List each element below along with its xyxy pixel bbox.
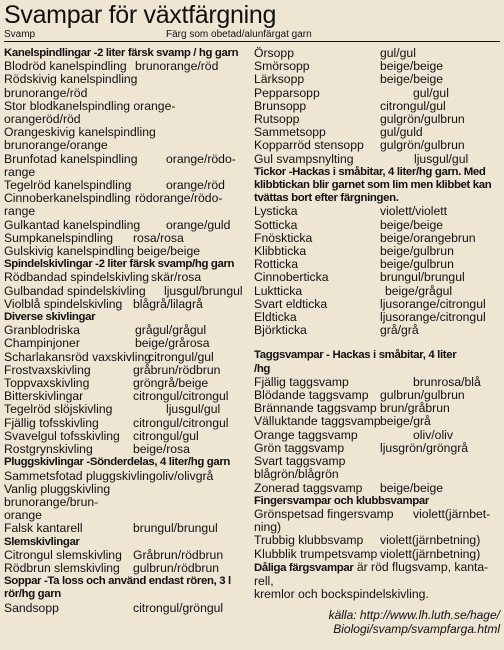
dye-color: citrongul/gul: [380, 98, 446, 113]
mushroom-name: brunorange/röd: [4, 85, 88, 100]
mushroom-name: Grönspetsad fingersvamp: [254, 506, 394, 521]
mushroom-name: Fnöskticka: [254, 230, 313, 245]
mushroom-name: Brunfotad kanelspindling: [4, 151, 138, 166]
section-heading: Soppar -Ta loss och använd endast rören, 3 l: [4, 575, 231, 588]
mushroom-row: [4, 562, 248, 575]
dye-color: skär/rosa: [151, 270, 202, 285]
mushroom-name: Gulkantad kanelspindling: [4, 217, 141, 232]
mushroom-row: [254, 73, 500, 86]
mushroom-name: Frostvaxskivling: [4, 362, 91, 377]
mushroom-name: Rödbandad spindelskivling: [4, 270, 149, 285]
right-rows: [254, 47, 500, 561]
mushroom-name: Gul svampsnylting: [254, 151, 354, 166]
mushroom-name: Blödande taggsvamp: [254, 388, 369, 403]
dye-color: ljusgul/gul: [414, 151, 469, 166]
section-heading: rör/hg garn: [4, 588, 61, 601]
mushroom-row: [254, 219, 500, 232]
note-bold: Dåliga färgsvampar: [254, 561, 354, 574]
mushroom-name: Svart eldticka: [254, 296, 328, 311]
mushroom-row: [254, 508, 500, 521]
note-line-2: rell,: [254, 573, 274, 588]
dye-color: violett(järnbetning): [380, 533, 481, 548]
dye-color: beige/orangebrun: [380, 230, 476, 245]
column-header: [4, 29, 500, 42]
mushroom-name: Orange taggsvamp: [254, 427, 358, 442]
mushroom-row: [254, 285, 500, 298]
dye-color: ljusgul/gul: [166, 402, 221, 417]
section-heading: Spindelskivlingar -2 liter färsk svamp/hg garn: [4, 258, 235, 271]
mushroom-row: [4, 298, 248, 311]
dye-color: citrongul/gul: [133, 428, 199, 443]
note-line-1: är röd flugsvamp, kanta-: [353, 559, 489, 574]
dye-color: gul/guld: [380, 125, 423, 140]
dye-color: brungul/brungul: [380, 270, 465, 285]
mushroom-name: Svart taggsvamp: [254, 454, 346, 469]
dye-color: gröngrå/beige: [133, 376, 209, 391]
dye-color: citrongul/citrongul: [133, 389, 229, 404]
mushroom-name: Stor blodkanelspindling orange-: [4, 98, 176, 113]
mushroom-name: orange: [4, 508, 42, 523]
mushroom-name: Klubblik trumpetsvamp: [254, 546, 378, 561]
mushroom-name: Sandsopp: [4, 600, 59, 615]
section-heading: Kanelspindlingar -2 liter färsk svamp / hg garn: [4, 47, 239, 59]
mushroom-name: Sotticka: [254, 217, 298, 232]
section-heading: klibbtickan blir garnet som lim men klibbet kan: [254, 179, 492, 192]
mushroom-name: Örsopp: [254, 46, 294, 60]
mushroom-name: Violblå spindelskivling: [4, 296, 123, 311]
dye-color: oliv/oliv: [413, 427, 453, 442]
dye-color: citrongul/gröngul: [133, 600, 224, 615]
mushroom-name: Falsk kantarell: [4, 521, 83, 536]
section-heading: Fingersvampar och klubbsvampar: [254, 494, 429, 507]
source-citation: [254, 609, 500, 636]
mushroom-name: Smörsopp: [254, 59, 310, 74]
dye-color: gulgrön/gulbrun: [380, 138, 465, 153]
section-heading: Taggsvampar - Hackas i småbitar, 4 liter: [254, 349, 457, 362]
mushroom-row: [4, 285, 248, 298]
spacer: [254, 337, 500, 349]
dye-color: violett(järnbet-: [413, 506, 491, 521]
dye-color: gulbrun/gulbrun: [380, 388, 465, 403]
mushroom-name: Luktticka: [254, 283, 303, 298]
mushroom-row: [4, 219, 248, 232]
mushroom-row: [254, 87, 500, 100]
mushroom-name: Cinnoberkanelspindling: [4, 191, 131, 206]
mushroom-name: Granblodriska: [4, 323, 80, 338]
section-heading: Tickor -Hackas i småbitar, 4 liter/hg garn. Med: [254, 165, 486, 178]
mushroom-row: [4, 192, 248, 205]
mushroom-name: Tegelröd slöjskivling: [4, 402, 113, 417]
mushroom-name: Fjällig taggsvamp: [254, 374, 349, 389]
dye-color: brun/gråbrun: [380, 401, 450, 416]
mushroom-name: Sammetsopp: [254, 125, 326, 140]
dye-color: grågul/grågul: [135, 323, 207, 338]
dye-color: Gråbrun/rödbrun: [133, 547, 224, 562]
mushroom-name: Scharlakansröd vaxskivling: [4, 349, 151, 364]
section-heading: tvättas bort efter färgningen.: [254, 192, 399, 205]
mushroom-name: Orangeskivig kanelspindling: [4, 125, 156, 140]
mushroom-name: Björkticka: [254, 323, 307, 338]
mushroom-row: [254, 429, 500, 442]
dye-color: ljusorange/citrongul: [380, 296, 486, 311]
mushroom-row: [254, 153, 500, 166]
mushroom-name: Gulskivig kanelspindling: [4, 244, 135, 259]
mushroom-name: Brännande taggsvamp: [254, 401, 377, 416]
mushroom-row: [254, 205, 500, 218]
dye-color: blågrå/lilagrå: [133, 296, 203, 311]
mushroom-row: [254, 271, 500, 284]
mushroom-row: [254, 139, 500, 152]
dye-color: violett(järnbetning): [380, 546, 481, 561]
mushroom-row: [4, 271, 248, 284]
mushroom-row: [4, 443, 248, 456]
mushroom-name: blågrön/blågrön: [254, 467, 339, 482]
dye-color: rosa/rosa: [133, 230, 184, 245]
mushroom-name: Champinjoner: [4, 336, 80, 351]
mushroom-row: [254, 324, 500, 337]
section-heading: Pluggskivlingar -Sönderdelas, 4 liter/hg garn: [4, 456, 231, 469]
dye-color: beige/beige: [380, 59, 444, 74]
mushroom-row: [4, 602, 248, 615]
mushroom-name: Cinnoberticka: [254, 270, 329, 285]
mushroom-name: Gulbandad spindelskivling: [4, 283, 146, 298]
dye-color: orange/guld: [166, 217, 231, 232]
mushroom-row: [4, 417, 248, 430]
mushroom-name: Eldticka: [254, 310, 297, 325]
dye-color: ljusgul/brungul: [164, 283, 243, 298]
mushroom-name: ning): [254, 520, 282, 535]
mushroom-name: Välluktande taggsvamp: [254, 414, 381, 429]
mushroom-row: [4, 87, 248, 100]
right-column: [254, 47, 500, 636]
mushroom-row: [254, 482, 500, 495]
left-column: [4, 47, 248, 615]
dye-color: brunrosa/blå: [413, 374, 481, 389]
dye-color: brunorange/röd: [135, 59, 219, 74]
mushroom-name: Vanlig pluggskivling: [4, 481, 111, 496]
dye-color: orange/rödo-: [166, 151, 236, 166]
mushroom-name: Toppvaxskivling: [4, 376, 90, 391]
dye-color: beige/gulbrun: [380, 257, 454, 272]
page-title: Svampar för växtfärgning: [4, 1, 277, 29]
mushroom-name: Rotticka: [254, 257, 299, 272]
dye-color: beige/grågul: [385, 283, 453, 298]
mushroom-name: Rödbrun slemskivling: [4, 560, 120, 575]
dye-color: ljusorange/citrongul: [380, 310, 486, 325]
mushroom-name: Blodröd kanelspindling: [4, 59, 127, 74]
bad-dye-note: [254, 561, 500, 575]
mushroom-name: Pepparsopp: [254, 85, 320, 100]
dye-color: violett/violett: [380, 204, 448, 219]
dye-color: beige/beige: [380, 480, 444, 495]
dye-color: beige/grårosa: [135, 336, 210, 351]
dye-color: gul/gul: [380, 46, 416, 60]
mushroom-name: Rostgrynskivling: [4, 442, 93, 457]
dye-color: gul/gul: [413, 85, 449, 100]
dye-color: gråbrun/rödbrun: [133, 362, 221, 377]
mushroom-name: Rödskivig kanelspindling: [4, 72, 138, 87]
mushroom-row: [4, 549, 248, 562]
mushroom-row: [4, 73, 248, 86]
mushroom-name: Citrongul slemskivling: [4, 547, 122, 562]
dye-color: orange/röd: [166, 178, 225, 193]
dye-color: rödorange/rödo-: [135, 191, 223, 206]
mushroom-name: Svavelgul tofsskivling: [4, 428, 120, 443]
mushroom-name: Sumpkanelspindling: [4, 230, 114, 245]
header-svamp: Svamp: [4, 29, 36, 40]
mushroom-name: Tegelröd kanelspindling: [4, 178, 132, 193]
mushroom-name: Kopparröd stensopp: [254, 138, 364, 153]
mushroom-name: Klibbticka: [254, 244, 307, 259]
mushroom-name: Grön taggsvamp: [254, 440, 345, 455]
mushroom-row: [254, 415, 500, 428]
mushroom-row: [4, 403, 248, 416]
mushroom-name: Fjällig tofsskivling: [4, 415, 99, 430]
mushroom-name: Lärksopp: [254, 72, 305, 87]
mushroom-name: Bitterskivlingar: [4, 389, 84, 404]
mushroom-row: [4, 522, 248, 535]
mushroom-name: Zonerad taggsvamp: [254, 480, 363, 495]
dye-color: beige/beige: [380, 217, 444, 232]
section-heading: Slemskivlingar: [4, 535, 80, 548]
mushroom-name: brunorange/orange: [4, 138, 108, 153]
mushroom-name: Rutsopp: [254, 112, 300, 127]
dye-color: gulgrön/gulbrun: [380, 112, 465, 127]
dye-color: ljusgrön/gröngrå: [380, 440, 469, 455]
dye-color: gulbrun/rödbrun: [133, 560, 220, 575]
dye-color: beige/beige: [137, 244, 201, 259]
mushroom-row: [4, 483, 248, 496]
mushroom-row: [4, 153, 248, 166]
mushroom-name: orangeröd/röd: [4, 112, 81, 127]
mushroom-name: Sammetsfotad pluggskivlingoliv/olivgrå: [4, 468, 214, 483]
mushroom-row: [4, 245, 248, 258]
dye-color: citrongul/gul: [148, 349, 214, 364]
dye-color: grå/grå: [380, 323, 419, 338]
mushroom-name: Trubbig klubbsvamp: [254, 533, 364, 548]
mushroom-name: brunorange/brun-: [4, 494, 99, 509]
dye-color: beige/grå: [380, 414, 431, 429]
section-heading: Diverse skivlingar: [4, 311, 96, 324]
mushroom-name: Lysticka: [254, 204, 298, 219]
mushroom-name: range: [4, 164, 36, 179]
dye-color: beige/rosa: [133, 442, 190, 457]
mushroom-name: range: [4, 204, 36, 219]
source-line-1: källa: http://www.lh.luth.se/hage/: [328, 608, 500, 623]
dye-color: citrongul/citrongul: [133, 415, 229, 430]
mushroom-row: [254, 534, 500, 547]
dye-color: beige/gulbrun: [380, 244, 454, 259]
dye-color: beige/beige: [380, 72, 444, 87]
note-line-3: kremlor och bockspindelskivling.: [254, 587, 429, 602]
section-heading: /hg: [254, 362, 271, 375]
mushroom-row: [4, 470, 248, 483]
dye-color: brungul/brungul: [133, 521, 218, 536]
mushroom-row: [4, 139, 248, 152]
mushroom-row: [254, 468, 500, 481]
header-color: Färg som obetad/alunfärgat garn: [166, 29, 312, 40]
mushroom-row: [4, 205, 248, 218]
source-line-2: Biologi/svamp/svampfarga.html: [333, 621, 500, 636]
mushroom-row: [4, 351, 248, 364]
mushroom-row: [4, 337, 248, 350]
mushroom-name: Brunsopp: [254, 98, 307, 113]
